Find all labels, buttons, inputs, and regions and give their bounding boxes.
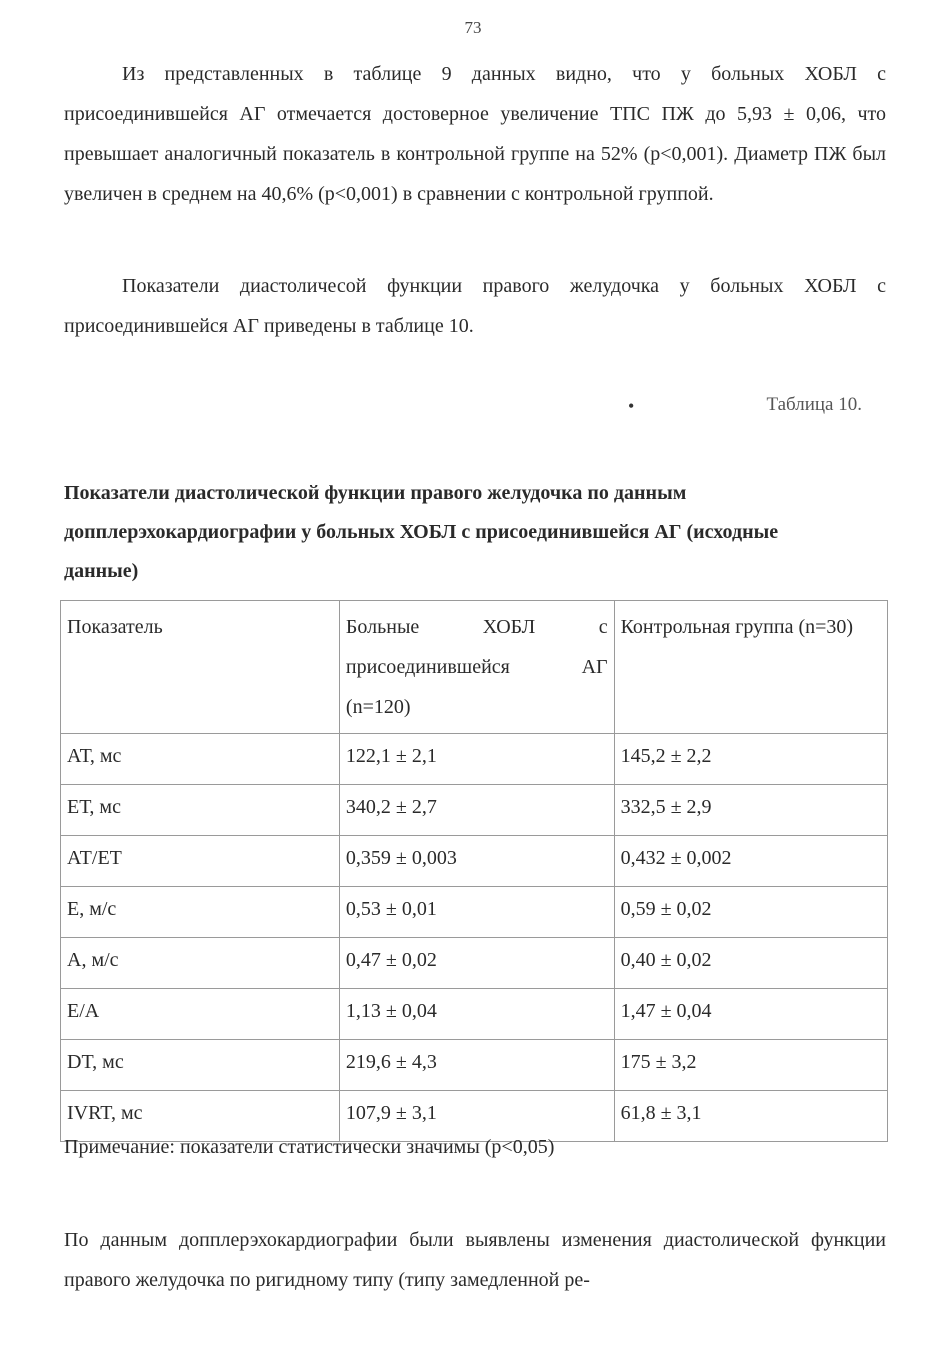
table-row: [61, 887, 888, 938]
table-row: [61, 734, 888, 785]
table-title: Показатели диастолической функции правого желудочка по данным допплерэхокардиографии у больных ХОБЛ с присоединившейся АГ (исходные данные): [64, 482, 779, 582]
page-number: 73: [464, 18, 482, 37]
table-cell: IVRT, мс: [61, 1091, 340, 1142]
table-label: Таблица 10.: [766, 394, 862, 415]
table-cell: ЕТ, мс: [61, 785, 340, 836]
table-cell: 145,2 ± 2,2: [614, 734, 887, 785]
table-header-row: [61, 601, 888, 734]
table-cell: 122,1 ± 2,1: [339, 734, 614, 785]
table-note: Примечание: показатели статистически значимы (р<0,05): [64, 1136, 555, 1158]
table-cell: 0,432 ± 0,002: [614, 836, 887, 887]
table-row: [61, 785, 888, 836]
table-cell: 219,6 ± 4,3: [339, 1040, 614, 1091]
table-cell: DT, мс: [61, 1040, 340, 1091]
table-cell: 175 ± 3,2: [614, 1040, 887, 1091]
paragraph-2: Показатели диастоличесой функции правого желудочка у больных ХОБЛ с присоединившейся АГ приведены в таблице 10.: [64, 275, 886, 337]
paragraph-1: Из представленных в таблице 9 данных видно, что у больных ХОБЛ с присоединившейся АГ отмечается достоверное увеличение ТПС ПЖ до 5,93 ± 0,06, что превышает аналогичный показатель в контрольной группе на 52% (р<0,001). Диаметр ПЖ был увеличен в среднем на 40,6% (р<0,001) в сравнении с контрольной группой.: [64, 63, 886, 205]
table-cell: АТ/ЕТ: [61, 836, 340, 887]
table-cell: 0,359 ± 0,003: [339, 836, 614, 887]
table-row: [61, 989, 888, 1040]
table-cell: 0,53 ± 0,01: [339, 887, 614, 938]
table-cell: 1,47 ± 0,04: [614, 989, 887, 1040]
table-cell: 1,13 ± 0,04: [339, 989, 614, 1040]
paragraph-3: По данным допплерэхокардиографии были выявлены изменения диастолической функции правого желудочка по ригидному типу (типу замедленной ре-: [64, 1229, 886, 1291]
table-header-cell: Больные ХОБЛ с присоединившейся АГ (n=120): [339, 601, 614, 734]
table-row: [61, 836, 888, 887]
table-cell: 0,40 ± 0,02: [614, 938, 887, 989]
table-cell: Е, м/с: [61, 887, 340, 938]
table-header-cell: Показатель: [61, 601, 340, 734]
table-row: [61, 1091, 888, 1142]
table-row: [61, 1040, 888, 1091]
data-table: [60, 600, 888, 1142]
stray-dot: •: [628, 396, 635, 416]
table-cell: А, м/с: [61, 938, 340, 989]
table-cell: Е/А: [61, 989, 340, 1040]
table-row: [61, 938, 888, 989]
table-cell: 332,5 ± 2,9: [614, 785, 887, 836]
table-header-cell: Контрольная группа (n=30): [614, 601, 887, 734]
table-cell: 0,47 ± 0,02: [339, 938, 614, 989]
table-cell: 107,9 ± 3,1: [339, 1091, 614, 1142]
table-cell: 340,2 ± 2,7: [339, 785, 614, 836]
table-cell: 61,8 ± 3,1: [614, 1091, 887, 1142]
table-cell: 0,59 ± 0,02: [614, 887, 887, 938]
table-cell: АТ, мс: [61, 734, 340, 785]
